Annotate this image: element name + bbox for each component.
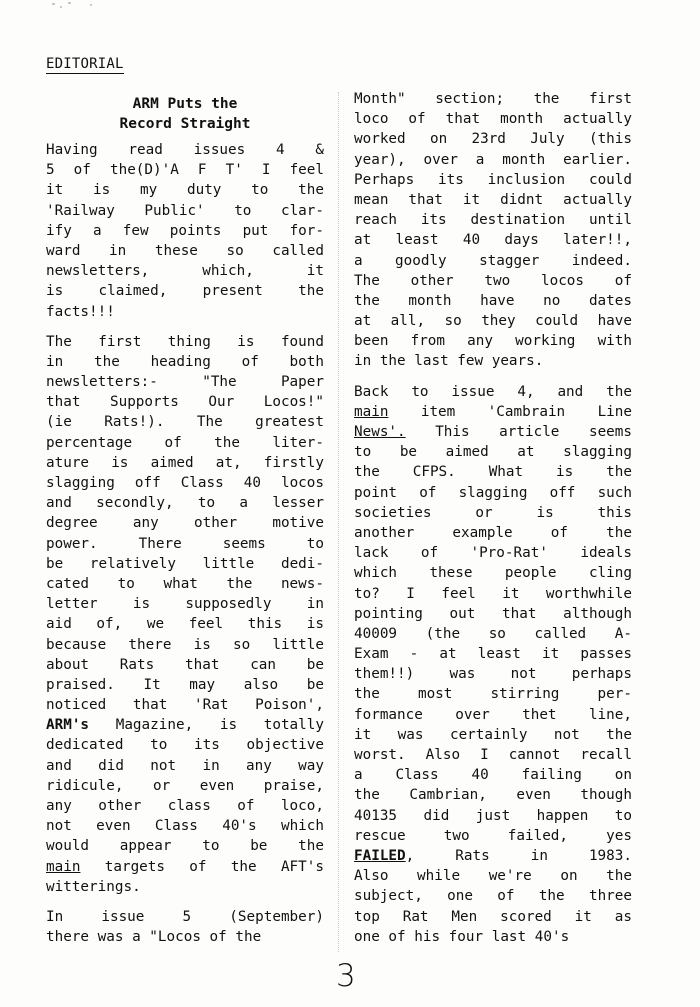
text-line: dedicated to its objective: [46, 737, 324, 754]
text-line: formance over thet line,: [354, 706, 632, 723]
text-line: there was a "Locos of the: [46, 929, 262, 946]
text-line: The other two locos of: [354, 272, 632, 289]
page-number: 3: [336, 958, 356, 994]
text-line: year), over a month earlier.: [354, 151, 632, 168]
text-line: to? I feel it worthwhile: [354, 585, 632, 602]
text-line: the CFPS. What is the: [354, 464, 632, 481]
text-line: The first thing is found: [46, 333, 324, 350]
text-line: power. There seems to: [46, 535, 324, 552]
text-line: not even Class 40's which: [46, 818, 324, 835]
text-line: 'Railway Public' to clar-: [46, 202, 324, 219]
article-title-line-2: Record Straight: [119, 116, 251, 132]
text-line: in the heading of both: [46, 353, 324, 370]
text-line: In issue 5 (September): [46, 908, 324, 925]
text-line: societies or is this: [354, 504, 632, 521]
text-line: Month" section; the first: [354, 91, 632, 107]
text-line: which these people cling: [354, 565, 632, 582]
text-line: percentage of the liter-: [46, 434, 324, 451]
text-line: ature is aimed at, firstly: [46, 454, 324, 471]
text-line: about Rats that can be: [46, 656, 324, 673]
text-line: is claimed, present the: [46, 283, 324, 300]
right-column: [354, 89, 632, 957]
left-column: [46, 92, 324, 957]
text-line: ward in these so called: [46, 242, 324, 259]
article-title: [46, 94, 324, 134]
text-line: 40135 did just happen to: [354, 807, 632, 824]
article-title-line-1: ARM Puts the: [132, 96, 238, 112]
text-line: and secondly, to a lesser: [46, 495, 324, 512]
text-line: 5 of the(D)'A F T' I feel: [46, 162, 324, 179]
text-line: been from any working with: [354, 333, 632, 350]
text-line: loco of that month actually: [354, 111, 632, 128]
text-line: witterings.: [46, 878, 141, 895]
right-column-body: [354, 89, 632, 947]
text-line: to be aimed at slagging: [354, 444, 632, 461]
text-line: newsletters, which, it: [46, 263, 324, 280]
text-line: Back to issue 4, and the: [354, 383, 632, 400]
paragraph: [354, 382, 632, 947]
text-line: because there is so little: [46, 636, 324, 653]
text-line: Perhaps its inclusion could: [354, 171, 632, 188]
text-line: be relatively little dedi-: [46, 555, 324, 572]
text-line: pointing out that although: [354, 605, 632, 622]
text-line: any other class of loco,: [46, 798, 324, 814]
text-line: a Class 40 failing on: [354, 767, 632, 784]
text-line: it is my duty to the: [46, 182, 324, 199]
paragraph: [46, 907, 324, 947]
text-line: the Cambrian, even though: [354, 787, 632, 804]
text-line: newsletters:- "The Paper: [46, 374, 324, 391]
paragraph: [46, 332, 324, 897]
column-divider: [338, 92, 339, 952]
text-line: lack of 'Pro-Rat' ideals: [354, 545, 632, 562]
text-line: it was certainly not the: [354, 726, 632, 743]
text-line: ARM's Magazine, is totally: [46, 717, 324, 734]
text-line: ify a few points put for-: [46, 222, 324, 239]
text-line: worst. Also I cannot recall: [354, 747, 632, 763]
text-line: rescue two failed, yes: [354, 827, 632, 844]
text-line: News'. This article seems: [354, 424, 632, 440]
text-line: and did not in any way: [46, 757, 324, 774]
text-line: noticed that 'Rat Poison',: [46, 697, 324, 714]
text-line: cated to what the news-: [46, 575, 324, 592]
text-line: would appear to be the: [46, 838, 324, 855]
text-line: a goodly stagger indeed.: [354, 252, 632, 269]
text-line: (ie Rats!). The greatest: [46, 414, 324, 431]
text-line: Also while we're on the: [354, 868, 632, 885]
text-line: at all, so they could have: [354, 313, 632, 330]
text-line: facts!!!: [46, 303, 115, 320]
text-line: main item 'Cambrain Line: [354, 403, 632, 420]
text-line: FAILED, Rats in 1983.: [354, 847, 632, 864]
text-line: subject, one of the three: [354, 888, 632, 905]
paragraph: [354, 89, 632, 372]
left-column-body: [46, 140, 324, 947]
text-line: letter is supposedly in: [46, 596, 324, 613]
paragraph: [46, 140, 324, 322]
section-heading: EDITORIAL: [46, 56, 124, 72]
text-line: mean that it didnt actually: [354, 191, 632, 208]
text-line: the most stirring per-: [354, 686, 632, 703]
text-line: reach its destination until: [354, 212, 632, 229]
text-line: main targets of the AFT's: [46, 858, 324, 875]
text-line: top Rat Men scored it as: [354, 908, 632, 925]
text-line: worked on 23rd July (this: [354, 131, 632, 148]
text-line: 40009 (the so called A-: [354, 625, 632, 642]
text-line: slagging off Class 40 locos: [46, 475, 324, 491]
text-line: one of his four last 40's: [354, 928, 570, 945]
text-line: that Supports Our Locos!": [46, 394, 324, 411]
text-line: the month have no dates: [354, 292, 632, 309]
text-line: degree any other motive: [46, 515, 324, 532]
text-line: at least 40 days later!!,: [354, 232, 632, 249]
text-line: praised. It may also be: [46, 676, 324, 693]
text-line: Having read issues 4 &: [46, 142, 324, 158]
text-line: them!!) was not perhaps: [354, 666, 632, 683]
text-line: another example of the: [354, 524, 632, 541]
text-line: Exam - at least it passes: [354, 646, 632, 663]
text-line: point of slagging off such: [354, 484, 632, 501]
text-line: in the last few years.: [354, 353, 544, 370]
text-line: aid of, we feel this is: [46, 616, 324, 633]
text-line: ridicule, or even praise,: [46, 777, 324, 794]
